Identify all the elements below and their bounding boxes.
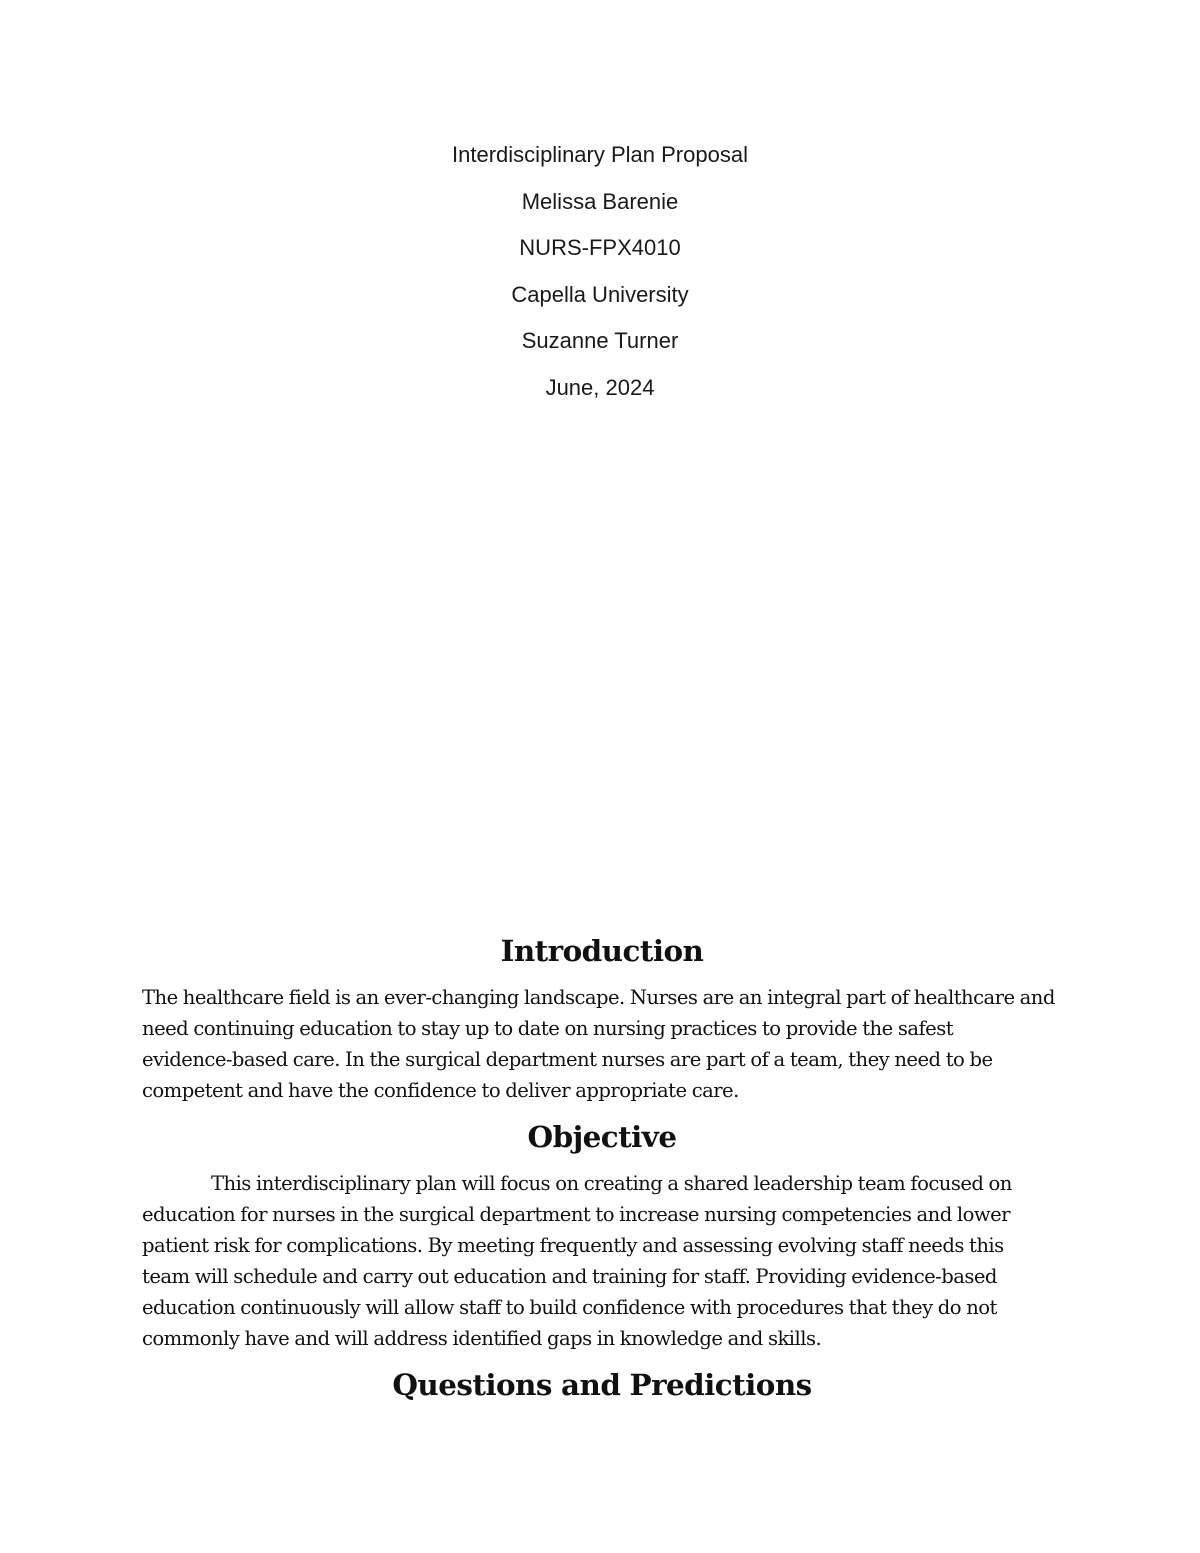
introduction-line: The healthcare field is an ever-changing landscape. Nurses are an integral part of healthcare and xyxy=(142,986,1055,1009)
course-code: NURS-FPX4010 xyxy=(519,235,681,261)
objective-line: commonly have and will address identified gaps in knowledge and skills. xyxy=(142,1327,822,1350)
body-text xyxy=(142,935,1062,1400)
introduction-line: need continuing education to stay up to date on nursing practices to provide the safest xyxy=(142,1017,954,1040)
introduction-line: evidence-based care. In the surgical department nurses are part of a team, they need to be xyxy=(142,1048,993,1071)
objective-line: education continuously will allow staff to build confidence with procedures that they do not xyxy=(142,1296,997,1319)
questions-predictions-heading: Questions and Predictions xyxy=(392,1367,812,1402)
introduction-paragraph xyxy=(142,982,1062,1106)
author-name: Melissa Barenie xyxy=(521,188,679,214)
institution-name: Capella University xyxy=(511,281,689,307)
submission-date: June, 2024 xyxy=(545,374,655,400)
objective-paragraph xyxy=(142,1168,1062,1354)
objective-heading: Objective xyxy=(527,1119,677,1154)
objective-line: education for nurses in the surgical department to increase nursing competencies and lower xyxy=(142,1203,1010,1226)
objective-line: team will schedule and carry out education and training for staff. Providing evidence-based xyxy=(142,1265,997,1288)
objective-line: This interdisciplinary plan will focus on creating a shared leadership team focused on xyxy=(211,1172,1012,1195)
instructor-name: Suzanne Turner xyxy=(521,328,679,354)
introduction-line: competent and have the confidence to deliver appropriate care. xyxy=(142,1079,739,1102)
paper-title: Interdisciplinary Plan Proposal xyxy=(452,142,748,167)
objective-line: patient risk for complications. By meeting frequently and assessing evolving staff needs this xyxy=(142,1234,1004,1257)
introduction-heading: Introduction xyxy=(500,933,704,968)
title-page-block xyxy=(0,138,1200,418)
